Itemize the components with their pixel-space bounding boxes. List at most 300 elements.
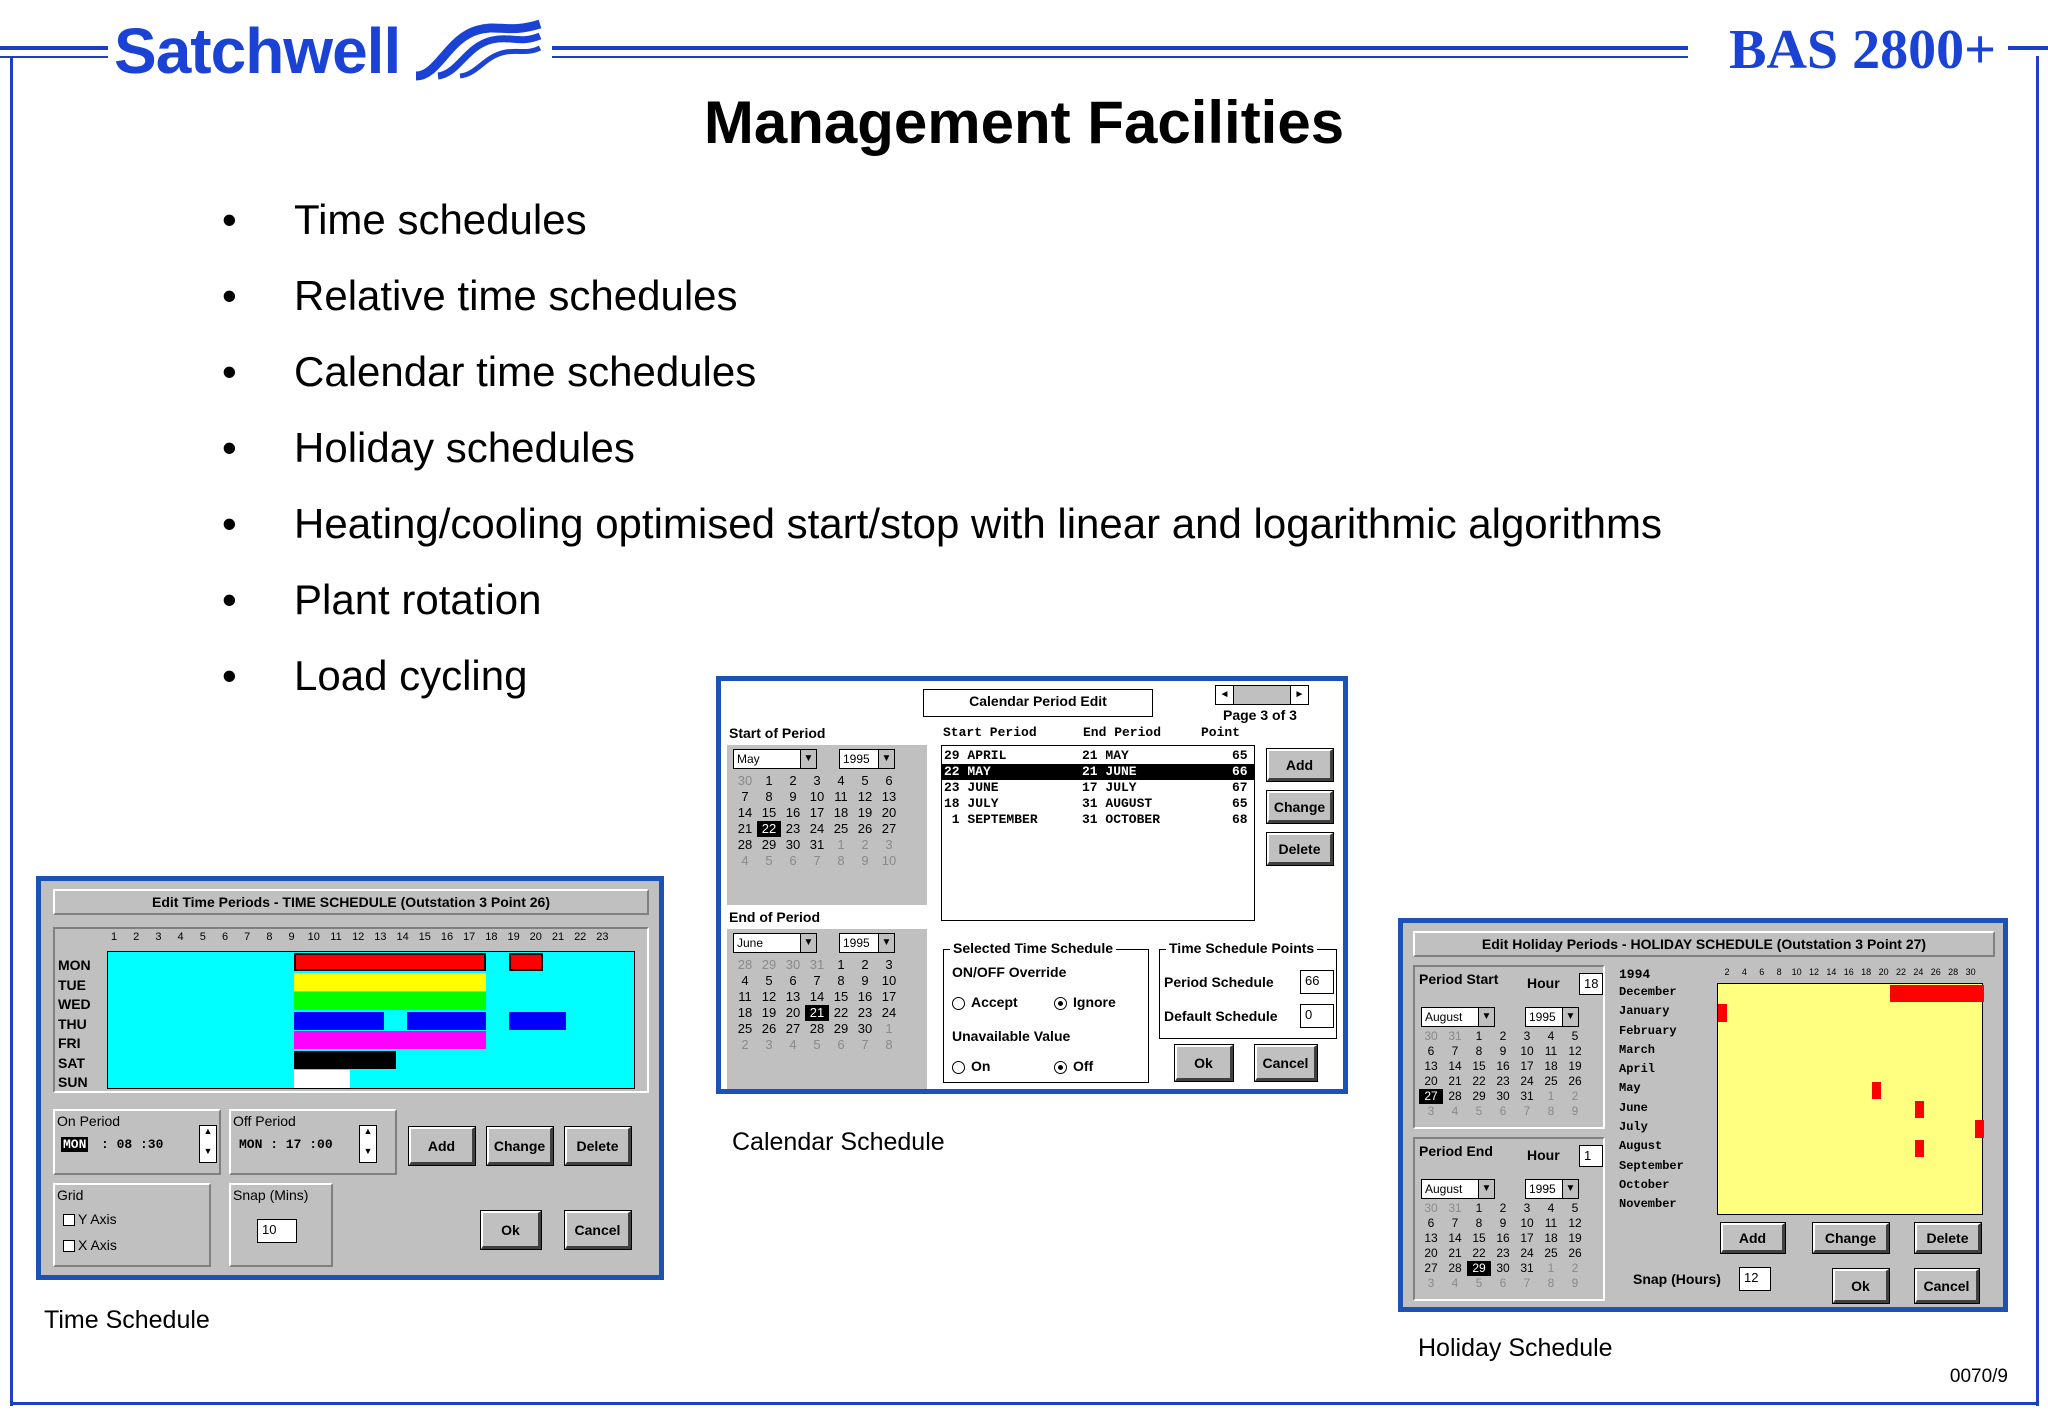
hour-tick: 23 <box>596 931 609 943</box>
calendar-day[interactable]: 21 <box>737 821 753 836</box>
calendar-day[interactable]: 5 <box>813 1037 821 1052</box>
day-tick: 20 <box>1878 967 1889 977</box>
day-tick: 10 <box>1791 967 1802 977</box>
period-schedule-input[interactable]: 66 <box>1300 970 1334 994</box>
snap-label: Snap (Hours) <box>1633 1271 1721 1287</box>
month-label: March <box>1619 1042 1656 1057</box>
delete-button[interactable]: Delete <box>1267 833 1333 865</box>
table-cell-end: 31 AUGUST <box>1082 796 1153 811</box>
calendar-day[interactable]: 4 <box>837 773 845 788</box>
calendar-day[interactable]: 20 <box>1424 1074 1438 1088</box>
calendar-day[interactable]: 4 <box>1451 1276 1459 1290</box>
delete-button[interactable]: Delete <box>1915 1223 1981 1253</box>
calendar-day[interactable]: 25 <box>1544 1074 1558 1088</box>
calendar-day[interactable]: 28 <box>737 837 753 852</box>
end-month-select[interactable]: June ▼ <box>733 933 817 953</box>
hour-tick: 7 <box>244 931 251 943</box>
calendar-day[interactable]: 1 <box>1547 1261 1555 1275</box>
day-ticks <box>1717 967 1987 981</box>
start-year-select[interactable]: 1995 ▼ <box>839 749 895 769</box>
calendar-day[interactable]: 17 <box>881 989 897 1004</box>
calendar-day[interactable]: 5 <box>1571 1201 1579 1215</box>
calendar-schedule-caption: Calendar Schedule <box>732 1128 945 1156</box>
schedule-bars <box>108 952 634 1088</box>
calendar-day[interactable]: 31 <box>809 957 825 972</box>
calendar-day[interactable]: 29 <box>833 1021 849 1036</box>
add-button[interactable]: Add <box>1267 749 1333 781</box>
hour-tick: 13 <box>374 931 387 943</box>
month-label: July <box>1619 1120 1648 1135</box>
calendar-day[interactable]: 8 <box>765 789 773 804</box>
month-label: April <box>1619 1062 1656 1077</box>
calendar-day[interactable]: 19 <box>857 805 873 820</box>
calendar-day[interactable]: 11 <box>1544 1044 1558 1058</box>
start-day-grid[interactable] <box>1419 1029 1587 1119</box>
year-label: 1994 <box>1619 967 1651 982</box>
calendar-day[interactable]: 5 <box>861 773 869 788</box>
calendar-day[interactable]: 9 <box>1571 1104 1579 1118</box>
calendar-day[interactable]: 30 <box>785 837 801 852</box>
calendar-day[interactable]: 3 <box>1523 1201 1531 1215</box>
hour-tick: 18 <box>485 931 498 943</box>
calendar-day[interactable]: 13 <box>1424 1059 1438 1073</box>
calendar-day[interactable]: 15 <box>833 989 849 1004</box>
calendar-day[interactable]: 8 <box>1547 1104 1555 1118</box>
page-number: 0070/9 <box>1949 1366 2008 1387</box>
end-month-select[interactable]: August ▼ <box>1421 1179 1495 1199</box>
end-calendar-panel <box>727 929 927 1089</box>
calendar-day[interactable]: 26 <box>761 1021 777 1036</box>
end-day-grid[interactable] <box>733 957 901 1053</box>
calendar-day[interactable]: 29 <box>1467 1261 1491 1276</box>
calendar-day[interactable]: 6 <box>1499 1276 1507 1290</box>
change-button[interactable]: Change <box>1813 1223 1889 1253</box>
accept-radio[interactable]: Accept <box>952 994 1018 1010</box>
calendar-day[interactable]: 18 <box>833 805 849 820</box>
calendar-day[interactable]: 22 <box>833 1005 849 1020</box>
day-label: TUE <box>58 976 86 993</box>
calendar-day[interactable]: 4 <box>741 853 749 868</box>
calendar-day[interactable]: 4 <box>1547 1201 1555 1215</box>
calendar-day[interactable]: 21 <box>1448 1246 1462 1260</box>
start-day-grid[interactable] <box>733 773 901 869</box>
calendar-day[interactable]: 30 <box>785 957 801 972</box>
calendar-day[interactable]: 6 <box>837 1037 845 1052</box>
calendar-day[interactable]: 22 <box>757 821 781 837</box>
delete-button[interactable]: Delete <box>565 1127 631 1165</box>
y-axis-checkbox[interactable]: Y Axis <box>63 1211 117 1227</box>
day-tick: 16 <box>1843 967 1854 977</box>
col-end-period: End Period <box>1083 725 1162 740</box>
ok-button[interactable]: Ok <box>1175 1045 1233 1081</box>
page-scrollbar[interactable] <box>1215 685 1309 705</box>
on-period-day[interactable]: MON <box>63 1137 87 1152</box>
period-end-label: Period End <box>1419 1143 1493 1159</box>
calendar-day[interactable]: 31 <box>809 837 825 852</box>
calendar-day[interactable]: 1 <box>885 1021 893 1036</box>
schedule-bar[interactable] <box>509 953 543 971</box>
calendar-day[interactable]: 1 <box>1475 1029 1483 1043</box>
calendar-day[interactable]: 28 <box>809 1021 825 1036</box>
unavailable-label: Unavailable Value <box>952 1028 1071 1044</box>
calendar-day[interactable]: 29 <box>1472 1089 1486 1103</box>
holiday-grid[interactable] <box>1717 983 1983 1215</box>
calendar-day[interactable]: 15 <box>761 805 777 820</box>
calendar-day[interactable]: 16 <box>1496 1059 1510 1073</box>
calendar-day[interactable]: 16 <box>857 989 873 1004</box>
schedule-bar[interactable] <box>294 1051 396 1069</box>
month-label: September <box>1619 1158 1684 1173</box>
calendar-day[interactable]: 21 <box>1448 1074 1462 1088</box>
calendar-day[interactable]: 3 <box>765 1037 773 1052</box>
calendar-day[interactable]: 5 <box>1475 1276 1483 1290</box>
cancel-button[interactable]: Cancel <box>1255 1045 1317 1081</box>
calendar-day[interactable]: 26 <box>1568 1074 1582 1088</box>
calendar-day[interactable]: 27 <box>785 1021 801 1036</box>
schedule-grid[interactable] <box>107 951 635 1089</box>
ok-button[interactable]: Ok <box>481 1211 541 1249</box>
on-period-time[interactable]: : 08 :30 <box>101 1137 164 1152</box>
calendar-day[interactable]: 15 <box>1472 1231 1486 1245</box>
calendar-day[interactable]: 29 <box>761 837 777 852</box>
start-calendar-panel <box>727 745 927 905</box>
end-day-grid[interactable] <box>1419 1201 1587 1291</box>
holiday-mark[interactable] <box>1915 1101 1924 1118</box>
table-cell-end: 17 JULY <box>1082 780 1137 795</box>
calendar-day[interactable]: 7 <box>1451 1216 1459 1230</box>
product-name: BAS 2800+ <box>1717 18 2008 82</box>
list-item: • Holiday schedules <box>222 424 635 471</box>
hour-tick: 16 <box>440 931 454 943</box>
calendar-day[interactable]: 30 <box>857 1021 873 1036</box>
calendar-day[interactable]: 20 <box>881 805 897 820</box>
frame-top-right <box>2006 46 2048 50</box>
calendar-day[interactable]: 8 <box>837 853 845 868</box>
calendar-day[interactable]: 25 <box>1544 1246 1558 1260</box>
default-schedule-input[interactable]: 0 <box>1300 1004 1334 1028</box>
calendar-day[interactable]: 7 <box>741 789 749 804</box>
calendar-day[interactable]: 3 <box>1427 1104 1435 1118</box>
calendar-day[interactable]: 14 <box>737 805 753 820</box>
start-hour-input[interactable]: 18 <box>1579 973 1603 995</box>
calendar-day[interactable]: 2 <box>789 773 797 788</box>
table-row[interactable] <box>942 780 1254 796</box>
month-label: February <box>1619 1023 1677 1038</box>
start-month-select[interactable]: May ▼ <box>733 749 817 769</box>
calendar-day[interactable]: 16 <box>1496 1231 1510 1245</box>
calendar-day[interactable]: 9 <box>1499 1044 1507 1058</box>
snap-input[interactable]: 12 <box>1739 1267 1771 1291</box>
calendar-day[interactable]: 5 <box>1571 1029 1579 1043</box>
calendar-day[interactable]: 19 <box>1568 1059 1582 1073</box>
calendar-day[interactable]: 20 <box>785 1005 801 1020</box>
x-axis-checkbox[interactable]: X Axis <box>63 1237 117 1253</box>
calendar-day[interactable]: 23 <box>1496 1074 1510 1088</box>
calendar-day[interactable]: 17 <box>1520 1059 1534 1073</box>
calendar-day[interactable]: 6 <box>789 853 797 868</box>
calendar-day[interactable]: 28 <box>1448 1261 1462 1275</box>
calendar-day[interactable]: 9 <box>1499 1216 1507 1230</box>
add-button[interactable]: Add <box>409 1127 475 1165</box>
calendar-day[interactable]: 31 <box>1448 1029 1462 1043</box>
calendar-day[interactable]: 3 <box>813 773 821 788</box>
calendar-day[interactable]: 7 <box>861 1037 869 1052</box>
day-label: SAT <box>58 1054 85 1071</box>
calendar-day[interactable]: 17 <box>809 805 825 820</box>
calendar-day[interactable]: 13 <box>881 789 897 804</box>
scroll-right-icon[interactable]: ► <box>1290 686 1308 704</box>
calendar-day[interactable]: 28 <box>737 957 753 972</box>
calendar-day[interactable]: 6 <box>1427 1216 1435 1230</box>
calendar-day[interactable]: 7 <box>1523 1276 1531 1290</box>
calendar-day[interactable]: 2 <box>861 837 869 852</box>
calendar-day[interactable]: 11 <box>834 789 848 804</box>
calendar-day[interactable]: 24 <box>881 1005 897 1020</box>
table-cell-point: 66 <box>1232 764 1248 779</box>
calendar-day[interactable]: 6 <box>1499 1104 1507 1118</box>
calendar-day[interactable]: 19 <box>1568 1231 1582 1245</box>
change-button[interactable]: Change <box>487 1127 553 1165</box>
calendar-day[interactable]: 18 <box>1544 1231 1558 1245</box>
calendar-day[interactable]: 4 <box>789 1037 797 1052</box>
schedule-bar[interactable] <box>294 973 487 991</box>
calendar-day[interactable]: 24 <box>809 821 825 836</box>
selected-schedule-group: Selected Time Schedule ON/OFF Override Accept Ignore Unavailable Value On Off <box>943 949 1149 1083</box>
calendar-day[interactable]: 8 <box>1547 1276 1555 1290</box>
calendar-day[interactable]: 28 <box>1448 1089 1462 1103</box>
off-period-value[interactable]: MON : 17 :00 <box>239 1137 333 1152</box>
calendar-day[interactable]: 12 <box>761 989 777 1004</box>
calendar-day[interactable]: 27 <box>1424 1261 1438 1275</box>
calendar-day[interactable]: 29 <box>761 957 777 972</box>
day-tick: 24 <box>1913 967 1924 977</box>
frame-left <box>10 56 13 1406</box>
holiday-mark[interactable] <box>1975 1120 1984 1137</box>
schedule-bar[interactable] <box>294 992 487 1010</box>
calendar-day[interactable]: 14 <box>1448 1231 1462 1245</box>
list-item: • Load cycling <box>222 652 528 699</box>
calendar-day[interactable]: 7 <box>813 973 821 988</box>
calendar-day[interactable]: 30 <box>737 773 753 788</box>
calendar-day[interactable]: 4 <box>741 973 749 988</box>
cancel-button[interactable]: Cancel <box>565 1211 631 1249</box>
col-start-period: Start Period <box>943 725 1037 740</box>
calendar-day[interactable]: 30 <box>1424 1029 1438 1043</box>
grid-label: Grid <box>57 1187 84 1203</box>
calendar-day[interactable]: 8 <box>885 1037 893 1052</box>
calendar-day[interactable]: 16 <box>785 805 801 820</box>
calendar-day[interactable]: 12 <box>857 789 873 804</box>
calendar-day[interactable]: 4 <box>1451 1104 1459 1118</box>
table-cell-start: 29 APRIL <box>944 748 1007 763</box>
period-start-label: Period Start <box>1419 971 1499 987</box>
calendar-day[interactable]: 9 <box>861 973 869 988</box>
calendar-day[interactable]: 12 <box>1568 1044 1582 1058</box>
calendar-day[interactable]: 10 <box>881 853 897 868</box>
calendar-day[interactable]: 5 <box>1475 1104 1483 1118</box>
calendar-day[interactable]: 4 <box>1547 1029 1555 1043</box>
calendar-day[interactable]: 27 <box>881 821 897 836</box>
schedule-bar[interactable] <box>407 1012 486 1030</box>
calendar-day[interactable]: 1 <box>1475 1201 1483 1215</box>
schedule-bar[interactable] <box>294 953 487 971</box>
calendar-day[interactable]: 8 <box>1475 1044 1483 1058</box>
dialog-title: Calendar Period Edit <box>923 689 1153 717</box>
calendar-day[interactable]: 14 <box>809 989 825 1004</box>
start-year-select[interactable]: 1995 ▼ <box>1525 1007 1579 1027</box>
calendar-day[interactable]: 11 <box>738 989 752 1004</box>
hour-tick: 3 <box>155 931 162 943</box>
calendar-day[interactable]: 1 <box>765 773 773 788</box>
calendar-day[interactable]: 18 <box>737 1005 753 1020</box>
calendar-day[interactable]: 23 <box>857 1005 873 1020</box>
calendar-day[interactable]: 7 <box>1523 1104 1531 1118</box>
calendar-day[interactable]: 1 <box>1547 1089 1555 1103</box>
add-button[interactable]: Add <box>1721 1223 1785 1253</box>
calendar-day[interactable]: 14 <box>1448 1059 1462 1073</box>
calendar-day[interactable]: 8 <box>1475 1216 1483 1230</box>
calendar-day[interactable]: 7 <box>1451 1044 1459 1058</box>
hour-tick: 10 <box>307 931 320 943</box>
hour-tick: 19 <box>507 931 520 943</box>
calendar-day[interactable]: 3 <box>1523 1029 1531 1043</box>
table-row[interactable] <box>942 748 1254 764</box>
list-item: • Plant rotation <box>222 576 542 623</box>
calendar-day[interactable]: 10 <box>1520 1044 1534 1058</box>
hour-tick: 4 <box>177 931 184 943</box>
calendar-day[interactable]: 31 <box>1448 1201 1462 1215</box>
schedule-bar[interactable] <box>509 1012 566 1030</box>
month-label: October <box>1619 1177 1670 1192</box>
scroll-left-icon[interactable]: ◄ <box>1216 686 1234 704</box>
calendar-day[interactable]: 24 <box>1520 1074 1534 1088</box>
calendar-day[interactable]: 13 <box>1424 1231 1438 1245</box>
schedule-bar[interactable] <box>294 1070 351 1088</box>
period-list[interactable] <box>941 745 1255 921</box>
calendar-day[interactable]: 12 <box>1568 1216 1582 1230</box>
start-month-select[interactable]: August ▼ <box>1421 1007 1495 1027</box>
end-year-select[interactable]: 1995 ▼ <box>1525 1179 1579 1199</box>
ignore-radio[interactable]: Ignore <box>1054 994 1116 1010</box>
schedule-bar[interactable] <box>294 1012 385 1030</box>
table-row[interactable] <box>942 796 1254 812</box>
month-label: January <box>1619 1004 1670 1019</box>
end-period-label: End of Period <box>729 909 820 925</box>
calendar-day[interactable]: 9 <box>861 853 869 868</box>
calendar-day[interactable]: 2 <box>1571 1261 1579 1275</box>
calendar-day[interactable]: 24 <box>1520 1246 1534 1260</box>
holiday-mark[interactable] <box>1890 985 1984 1002</box>
calendar-day[interactable]: 8 <box>837 973 845 988</box>
calendar-day[interactable]: 23 <box>785 821 801 836</box>
calendar-day[interactable]: 5 <box>765 973 773 988</box>
hour-tick: 22 <box>574 931 587 943</box>
calendar-day[interactable]: 7 <box>813 853 821 868</box>
calendar-day[interactable]: 10 <box>881 973 897 988</box>
calendar-day[interactable]: 2 <box>741 1037 749 1052</box>
calendar-day[interactable]: 1 <box>837 957 845 972</box>
calendar-day[interactable]: 2 <box>861 957 869 972</box>
table-cell-end: 21 JUNE <box>1082 764 1137 779</box>
holiday-mark[interactable] <box>1872 1082 1881 1099</box>
calendar-day[interactable]: 10 <box>1520 1216 1534 1230</box>
calendar-day[interactable]: 30 <box>1496 1261 1510 1275</box>
on-period-spinner[interactable]: ▲ ▼ <box>199 1125 217 1163</box>
calendar-day[interactable]: 13 <box>785 989 801 1004</box>
calendar-day[interactable]: 22 <box>1472 1074 1486 1088</box>
calendar-day[interactable]: 31 <box>1520 1089 1534 1103</box>
table-row[interactable] <box>942 812 1254 828</box>
calendar-day[interactable]: 11 <box>1544 1216 1558 1230</box>
calendar-day[interactable]: 6 <box>789 973 797 988</box>
hour-tick: 15 <box>418 931 431 943</box>
calendar-day[interactable]: 18 <box>1544 1059 1558 1073</box>
calendar-day[interactable]: 31 <box>1520 1261 1534 1275</box>
override-label: ON/OFF Override <box>952 964 1067 980</box>
ok-button[interactable]: Ok <box>1833 1269 1889 1303</box>
calendar-day[interactable]: 23 <box>1496 1246 1510 1260</box>
calendar-day[interactable]: 15 <box>1472 1059 1486 1073</box>
calendar-day[interactable]: 10 <box>809 789 825 804</box>
calendar-day[interactable]: 1 <box>837 837 845 852</box>
table-cell-point: 67 <box>1232 780 1248 795</box>
satchwell-logo: Satchwell <box>108 14 406 88</box>
calendar-day[interactable]: 3 <box>1427 1276 1435 1290</box>
calendar-day[interactable]: 2 <box>1499 1029 1507 1043</box>
schedule-grid-panel <box>53 927 649 1093</box>
end-hour-input[interactable]: 1 <box>1579 1145 1603 1167</box>
calendar-day[interactable]: 2 <box>1499 1201 1507 1215</box>
calendar-day[interactable]: 6 <box>1427 1044 1435 1058</box>
holiday-mark[interactable] <box>1915 1140 1924 1157</box>
calendar-day[interactable]: 3 <box>885 957 893 972</box>
calendar-day[interactable]: 25 <box>737 1021 753 1036</box>
calendar-day[interactable]: 27 <box>1419 1089 1443 1104</box>
default-schedule-label: Default Schedule <box>1164 1008 1278 1024</box>
month-label: November <box>1619 1197 1677 1212</box>
calendar-period-dialog <box>716 676 1348 1094</box>
calendar-day[interactable]: 9 <box>1571 1276 1579 1290</box>
calendar-day[interactable]: 20 <box>1424 1246 1438 1260</box>
calendar-day[interactable]: 9 <box>789 789 797 804</box>
calendar-day[interactable]: 3 <box>885 837 893 852</box>
table-row[interactable] <box>942 764 1254 780</box>
schedule-bar[interactable] <box>294 1031 487 1049</box>
calendar-day[interactable]: 25 <box>833 821 849 836</box>
snap-input[interactable]: 10 <box>257 1219 297 1243</box>
calendar-day[interactable]: 17 <box>1520 1231 1534 1245</box>
calendar-day[interactable]: 26 <box>1568 1246 1582 1260</box>
change-button[interactable]: Change <box>1267 791 1333 823</box>
off-radio[interactable]: Off <box>1054 1058 1093 1074</box>
calendar-day[interactable]: 26 <box>857 821 873 836</box>
end-year-select[interactable]: 1995 ▼ <box>839 933 895 953</box>
month-label: December <box>1619 985 1677 999</box>
day-label: SUN <box>58 1074 88 1090</box>
calendar-day[interactable]: 30 <box>1424 1201 1438 1215</box>
on-radio[interactable]: On <box>952 1058 990 1074</box>
calendar-day[interactable]: 2 <box>1571 1089 1579 1103</box>
cancel-button[interactable]: Cancel <box>1915 1269 1979 1303</box>
holiday-mark[interactable] <box>1718 1004 1727 1021</box>
calendar-day[interactable]: 21 <box>805 1005 829 1021</box>
calendar-day[interactable]: 19 <box>761 1005 777 1020</box>
off-period-spinner[interactable]: ▲ ▼ <box>359 1125 377 1163</box>
calendar-day[interactable]: 6 <box>885 773 893 788</box>
calendar-day[interactable]: 22 <box>1472 1246 1486 1260</box>
calendar-day[interactable]: 30 <box>1496 1089 1510 1103</box>
calendar-day[interactable]: 5 <box>765 853 773 868</box>
